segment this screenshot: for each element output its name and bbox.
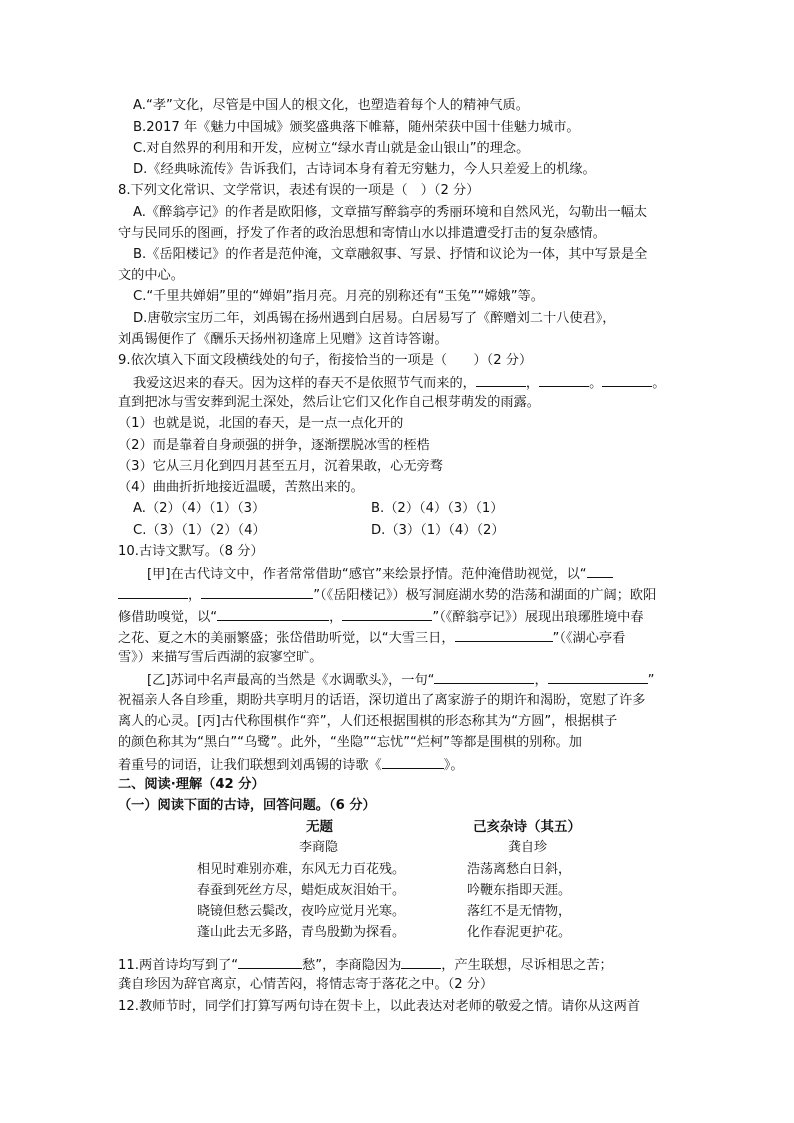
q10-line-10-text-a: 着重号的词语，让我们联想到刘禹锡的诗歌《: [118, 758, 382, 773]
q10-line-10-text-b: 》。: [443, 758, 464, 773]
q9-option-a: A.（2）（4）（1）（3）: [133, 501, 266, 516]
poem-1-title: 无题: [306, 819, 333, 835]
q10-line-2: [118, 584, 656, 606]
q10-blank-2[interactable]: [201, 584, 313, 599]
q10-line-7: 祝福亲人各自珍重，期盼共享明月的话语，深切道出了离家游子的期许和渴盼，宽慰了许多: [118, 693, 646, 708]
q8-option-c: C.“千里共婵娟”里的“婵娟”指月亮。月亮的别称还有“玉兔”“嫦娥”等。: [133, 289, 544, 304]
q10-blank-5[interactable]: [455, 627, 553, 642]
q9-passage-line1: [133, 372, 665, 394]
q10-line-1: [147, 563, 613, 585]
poem-1-line-4: 蓬山此去无多路，青鸟殷勤为探看。: [197, 925, 406, 940]
q10-line-4: [118, 627, 625, 649]
poem-2-line-4: 化作春泥更护花。: [467, 925, 572, 940]
q9-option-b: B.（2）（4）（3）（1）: [371, 501, 504, 516]
q10-blank-1b[interactable]: [118, 584, 188, 599]
q9-passage-text: 我爱这迟来的春天。因为这样的春天不是依照节气而来的，: [133, 376, 476, 391]
section-2-subtitle: （一）阅读下面的古诗，回答问题。（6 分）: [118, 798, 376, 813]
q10-sep-2: ，: [329, 610, 343, 625]
q10-line-3: [118, 606, 644, 628]
q8-option-b-line2: 文的中心。: [118, 268, 184, 283]
q10-blank-4[interactable]: [342, 606, 432, 621]
q9-sep-1: ，: [525, 376, 540, 391]
q11-line-1: [118, 954, 613, 976]
q9-option-c: C.（3）（1）（2）（4）: [133, 523, 266, 538]
q10-line-3-text-a: 修借助嗅觉，以“: [118, 610, 218, 625]
q10-line-3-text-b: ”（《醉翁亭记》）展现出琅琊胜境中春: [432, 610, 644, 625]
q8-option-d-line1: D.唐敬宗宝历二年，刘禹锡在扬州遇到白居易。白居易写了《醉赠刘二十八使君》，: [133, 311, 616, 326]
q10-line-5: 雪》）来描写雪后西湖的寂寥空旷。: [118, 650, 323, 665]
q10-blank-8[interactable]: [382, 754, 444, 769]
poem-2-line-1: 浩荡离愁白日斜，: [467, 862, 572, 877]
q9-option-d: D.（3）（1）（4）（2）: [371, 523, 505, 538]
q9-passage-line2: 直到把冰与雪安葬到泥土深处，然后让它们又化作自己根芽萌发的雨露。: [118, 395, 540, 410]
q8-option-a-line2: 守与民同乐的图画，抒发了作者的政治思想和寄情山水以排遣遭受打击的复杂感情。: [118, 226, 606, 241]
q9-sentence-1: （1）也就是说，北国的春天，是一点一点化开的: [118, 416, 404, 431]
q8-option-d-line2: 刘禹锡便作了《酬乐天扬州初逢席上见赠》这首诗答谢。: [118, 332, 448, 347]
q11-blank-1[interactable]: [238, 954, 302, 969]
poem-2-line-2: 吟鞭东指即天涯。: [467, 883, 572, 898]
q10-line-2-text: ”（《岳阳楼记》）极写洞庭湖水势的浩荡和湖面的广阔；欧阳: [313, 588, 657, 603]
q9-sep-2: 。: [589, 376, 603, 391]
q8-option-a-line1: A.《醉翁亭记》的作者是欧阳修，文章描写醉翁亭的秀丽环境和自然风光，勾勒出一幅太: [133, 205, 648, 220]
q7-option-c: C.对自然界的利用和开发，应树立“绿水青山就是金山银山”的理念。: [133, 141, 530, 156]
q9-sentence-3: （3）它从三月化到四月甚至五月，沉着果敢，心无旁骛: [118, 459, 443, 474]
q10-stem: 10.古诗文默写。（8 分）: [118, 544, 264, 559]
poem-2-title: 己亥杂诗（其五）: [473, 819, 581, 835]
q10-sep-3: ，: [534, 673, 548, 688]
q10-line-8: 离人的心灵。[丙]古代称围棋作“弈”，人们还根据围棋的形态称其为“方圆”，根据棋子: [118, 714, 618, 729]
q7-option-d: D.《经典咏流传》告诉我们，古诗词本身有着无穷魅力，今人只差爱上的机缘。: [133, 162, 596, 177]
q11-text-b: 愁”，李商隐因为: [302, 958, 402, 973]
q9-blank-3[interactable]: [602, 372, 652, 387]
poem-1-line-1: 相见时难别亦难，东风无力百花残。: [197, 862, 406, 877]
q9-sentence-2: （2）而是靠着自身顽强的拼争，逐渐摆脱冰雪的桎梏: [118, 438, 430, 453]
q10-blank-1a[interactable]: [587, 563, 613, 578]
q10-blank-7[interactable]: [548, 669, 648, 684]
q11-text-c: ，产生联想，尽诉相思之苦；: [441, 958, 613, 973]
q10-blank-3[interactable]: [217, 606, 329, 621]
q11-line-2: 龚自珍因为辞官离京，心情苦闷，将情志寄于落花之中。（2 分）: [118, 977, 494, 992]
section-2-title: 二、阅读·理解（42 分）: [118, 777, 265, 792]
q10-blank-6[interactable]: [434, 669, 534, 684]
poem-1-author: 李商隐: [299, 840, 339, 855]
q8-option-b-line1: B.《岳阳楼记》的作者是范仲淹，文章融叙事、写景、抒情和议论为一体，其中写景是全: [133, 247, 648, 262]
q8-stem: 8.下列文化常识、文学常识，表述有误的一项是（ ）（2 分）: [118, 183, 480, 198]
poem-1-line-2: 春蚕到死丝方尽，蜡炬成灰泪始干。: [197, 883, 406, 898]
q9-sep-3: 。: [652, 376, 666, 391]
q12-line-1: 12.教师节时，同学们打算写两句诗在贺卡上，以此表达对老师的敬爱之情。请你从这两首: [118, 999, 641, 1014]
q10-line-4-text-b: ”（《湖心亭看: [552, 631, 626, 646]
q10-line-6-text-b: ”: [647, 673, 655, 688]
q11-blank-2[interactable]: [401, 954, 441, 969]
q10-line-4-text-a: 之花、夏之木的美丽繁盛；张岱借助听觉，以“大雪三日，: [118, 631, 455, 646]
q10-sep-1: ，: [188, 588, 202, 603]
q10-line-6-text-a: [乙]苏词中名声最高的当然是《水调歌头》，一句“: [147, 673, 435, 688]
q7-option-b: B.2017 年《魅力中国城》颁奖盛典落下帷幕，随州荣获中国十佳魅力城市。: [133, 120, 580, 135]
q11-text-a: 11.两首诗均写到了“: [118, 958, 239, 973]
q9-blank-2[interactable]: [539, 372, 589, 387]
poem-2-line-3: 落红不是无情物，: [467, 904, 572, 919]
q10-line-9: 的颜色称其为“黑白”“乌鹭”。此外，“坐隐”“忘忧”“烂柯”等都是围棋的别称。加: [118, 735, 582, 750]
q9-stem: 9.依次填入下面文段横线处的句子，衔接恰当的一项是（ ）（2 分）: [118, 353, 533, 368]
q9-blank-1[interactable]: [476, 372, 526, 387]
q7-option-a: A.“孝”文化，尽管是中国人的根文化，也塑造着每个人的精神气质。: [133, 98, 529, 113]
q10-line-1-text: [甲]在古代诗文中，作者常常借助“感官”来绘景抒情。范仲淹借助视觉，以“: [147, 567, 587, 582]
q9-sentence-4: （4）曲曲折折地接近温暖，苦熬出来的。: [118, 480, 364, 495]
q10-line-6: [147, 669, 655, 691]
poem-2-author: 龚自珍: [508, 840, 548, 855]
poem-1-line-3: 晓镜但愁云鬓改，夜吟应觉月光寒。: [197, 904, 406, 919]
q10-line-10: [118, 754, 464, 776]
